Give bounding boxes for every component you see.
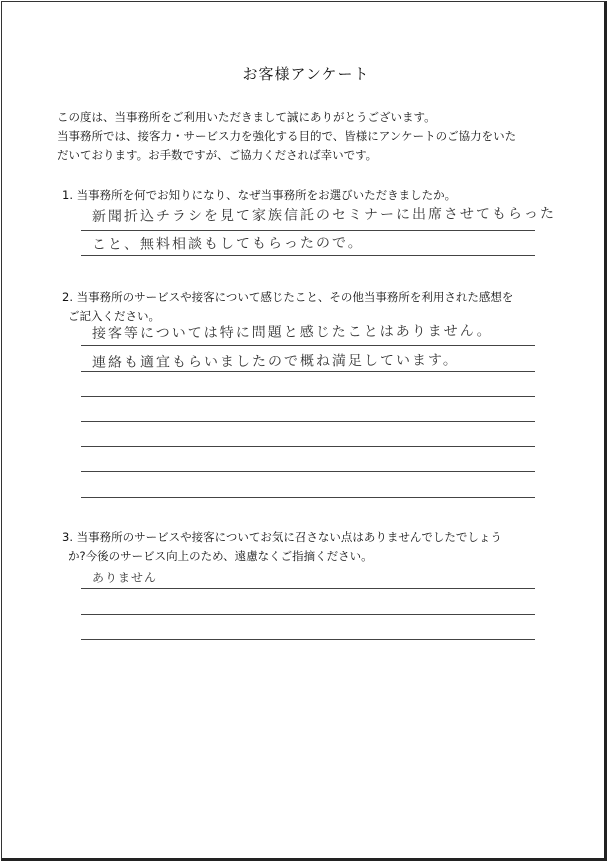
question-3-answer-line-1: ありません <box>91 570 158 585</box>
answer-rule <box>81 588 535 589</box>
answer-rule <box>81 639 535 640</box>
question-3 <box>62 528 562 566</box>
answer-rule <box>81 421 535 422</box>
question-1-answer-line-1: 新聞折込チラシを見て家族信託のセミナーに出席させてもらった <box>91 205 557 225</box>
question-1-answer-line-2: こと、無料相談もしてもらったので。 <box>91 235 364 253</box>
question-2-text-cont: ご記入ください。 <box>68 309 160 323</box>
answer-rule <box>81 446 535 447</box>
answer-rule <box>81 345 535 346</box>
intro-line: 当事務所では、接客力・サービス力を強化する目的で、皆様にアンケートのご協力をいた <box>57 129 517 143</box>
intro-text <box>57 108 557 165</box>
page-title: お客様アンケート <box>242 65 370 83</box>
question-2-answer-line-2: 連絡も適宜もらいましたので概ね満足しています。 <box>91 352 459 371</box>
question-2-text: 2. 当事務所のサービスや接客について感じたこと、その他当事務所を利用された感想を <box>62 290 514 304</box>
answer-rule <box>81 371 535 372</box>
answer-rule <box>81 396 535 397</box>
intro-line: だいております。お手数ですが、ご協力くだされば幸いです。 <box>57 148 378 162</box>
answer-rule <box>81 255 535 256</box>
answer-rule <box>81 497 535 498</box>
question-1-text: 1. 当事務所を何でお知りになり、なぜ当事務所をお選びいただきましたか。 <box>62 188 457 202</box>
question-3-text: 3. 当事務所のサービスや接客についてお気に召さない点はありませんでしたでしょう <box>62 530 502 544</box>
intro-line: この度は、当事務所をご利用いただきまして誠にありがとうございます。 <box>57 110 436 124</box>
question-3-text-cont: か?今後のサービス向上のため、遠慮なくご指摘ください。 <box>68 549 373 563</box>
answer-rule <box>81 230 535 231</box>
question-1 <box>62 186 562 205</box>
answer-rule <box>81 614 535 615</box>
question-2-answer-line-1: 接客等については特に問題と感じたことはありません。 <box>91 323 493 342</box>
answer-rule <box>81 471 535 472</box>
